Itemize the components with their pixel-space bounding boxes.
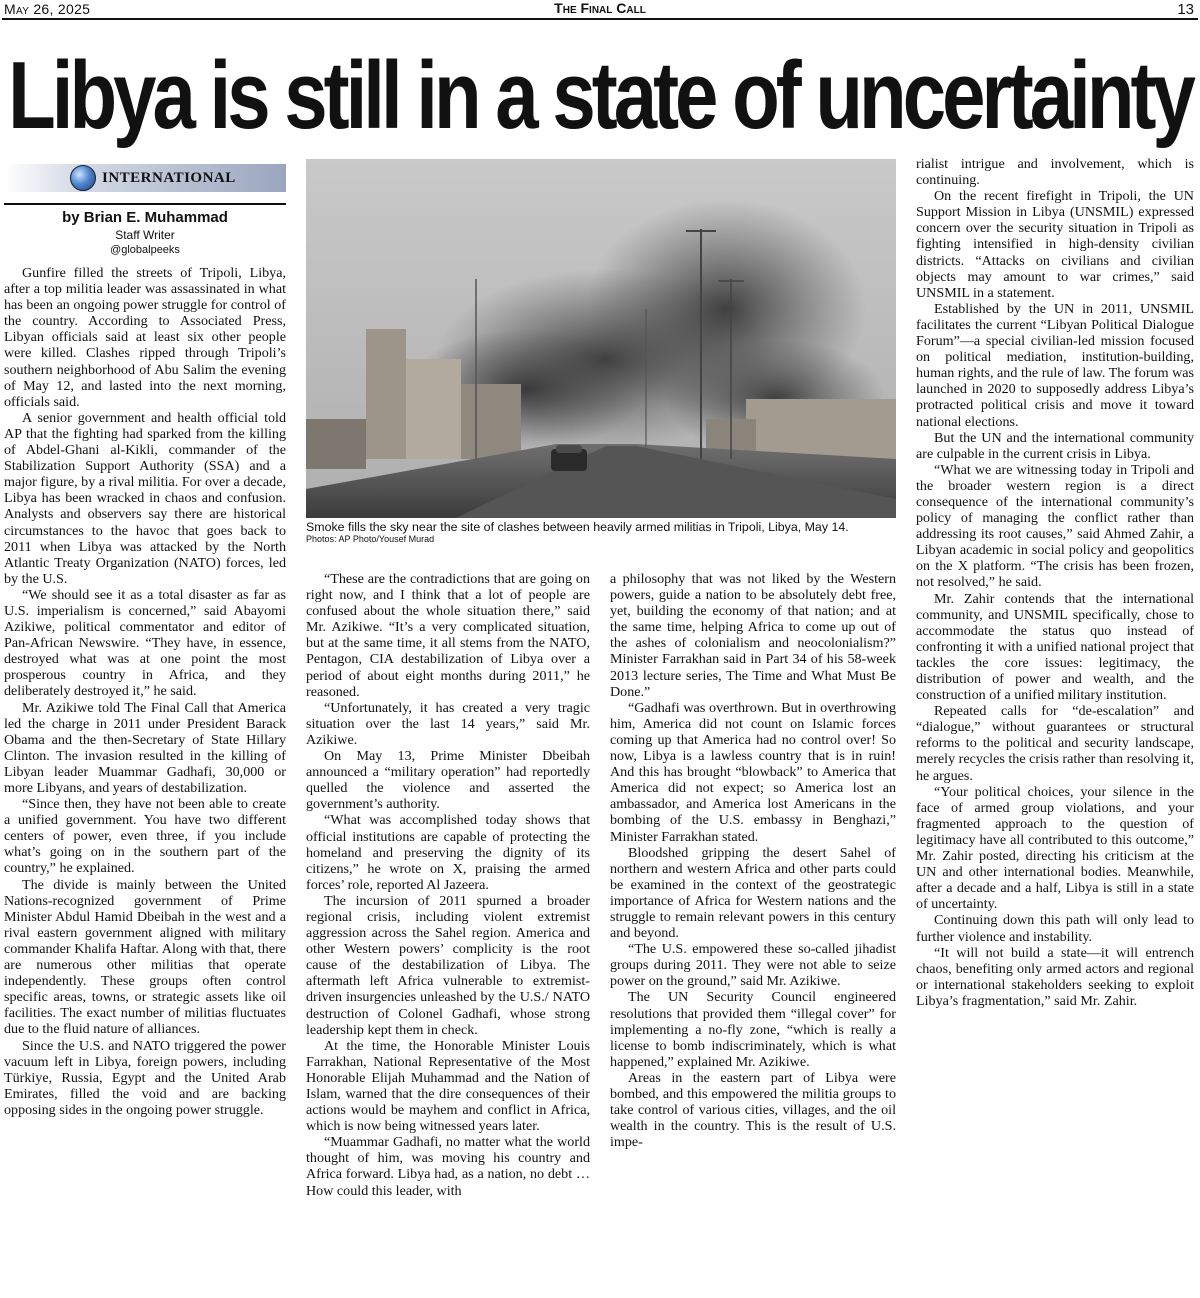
paragraph: The divide is mainly between the United Nations-recognized government of Prime Minister Abdul Hamid Dbeibah in the west and a rival eastern government aligned with military commander Khalifa Haftar. Along with that, there are numerous other militias that operate independently. These groups often control specific areas, towns, or strategic assets like oil facilities. The exact number of militias fluctuates due to the fluid nature of alliances. (4, 876, 286, 1038)
paragraph: On the recent firefight in Tripoli, the UN Support Mission in Libya (UNSMIL) expressed concern over the security situation in Tripoli as fighting intensified in high-density civilian districts. “Attacks on civilians and civilian objects may amount to war crimes,” said UNSMIL in a statement. (916, 188, 1194, 301)
author-role: Staff Writer (115, 228, 175, 242)
street-smoke-photo (306, 159, 896, 518)
paragraph: Mr. Zahir contends that the international community, and UNSMIL specifically, chose to accommodate the status quo instead of confronting it with a unified national project that tackles the core issues: legitimacy, the distribution of power and wealth, and the construction of a unified military institution. (916, 590, 1194, 704)
paragraph: Areas in the eastern part of Libya were bombed, and this empowered the militia groups to take control of various cities, villages, and the oil wealth in the country. This is the result of U.S. impe- (610, 1069, 896, 1151)
author-name: by Brian E. Muhammad (62, 209, 228, 226)
paragraph: “Muammar Gadhafi, no matter what the world thought of him, was moving his country and Africa forward. Libya had, as a nation, no debt … How could this leader, with (306, 1134, 590, 1199)
paragraph: “Your political choices, your silence in the face of armed group violations, and your fragmented approach to the question of legitimacy have all contributed to this outcome,” Mr. Zahir posted, directing his criticism at the UN and other international bodies. Meanwhile, after a decade and a half, Libya is still in a state of uncertainty. (916, 783, 1194, 913)
headline: Libya is still in a state of uncertainty (8, 41, 1192, 149)
paragraph: Bloodshed gripping the desert Sahel of northern and western Africa and other parts could be examined in the context of the geostrategic importance of Africa for Western nations and the struggle to remain relevant powers in this century and beyond. (610, 844, 896, 942)
paragraph: “Gadhafi was overthrown. But in overthrowing him, America did not count on Islamic forces coming up that America had no control over! So now, Libya is a lawless country that is in ruin! And this has brought “blowback” to America that America did not expect; so America lost an ambassador, and America lost Americans in the bombing of the U.S. embassy in Benghazi,” Minister Farrakhan stated. (610, 699, 896, 845)
paragraph: rialist intrigue and involvement, which is continuing. (916, 156, 1194, 189)
news-photo (306, 159, 896, 518)
photo-caption: Smoke fills the sky near the site of clashes between heavily armed militias in Tripoli, Libya, May 14. (306, 520, 849, 534)
paragraph: “What we are witnessing today in Tripoli and the broader western region is a direct consequence of the international community’s policy of managing the conflict rather than addressing its root causes,” said Ahmed Zahir, a Libyan academic in social policy and geopolitics on the X platform. “The crisis has been frozen, not resolved,” he said. (916, 461, 1194, 591)
paragraph: “Since then, they have not been able to create a unified government. You have two different centers of power, even three, if you include what’s going on in the southern part of the country,” he explained. (4, 796, 286, 877)
paragraph: “What was accomplished today shows that official institutions are capable of protecting the homeland and preserving the dignity of its citizens,” he wrote on X, praising the armed forces’ role, reported Al Jazeera. (306, 812, 590, 893)
paragraph: But the UN and the international community are culpable in the current crisis in Libya. (916, 429, 1194, 462)
newspaper-name: The Final Call (554, 0, 646, 16)
paragraph: Continuing down this path will only lead to further violence and instability. (916, 912, 1194, 945)
article-column-4 (916, 156, 1194, 1295)
page-header (0, 0, 1200, 18)
paragraph: Since the U.S. and NATO triggered the power vacuum left in Libya, foreign powers, including Türkiye, Russia, Egypt and the United Arab Emirates, filled the void and are backing opposing sides in the ongoing power struggle. (4, 1037, 286, 1118)
article-column-3 (610, 571, 896, 1295)
globe-icon (70, 165, 96, 191)
paragraph: Established by the UN in 2011, UNSMIL facilitates the current “Libyan Political Dialogue Forum”—a special civilian-led mission focused on political mediation, institution-building, human rights, and the rule of law. The forum was launched in 2020 to supposedly address Libya’s protracted political crisis and move it toward national elections. (916, 300, 1194, 430)
paragraph: Repeated calls for “de-escalation” and “dialogue,” without guarantees or structural reforms to the political and security landscape, merely recycles the crisis rather than resolving it, he argues. (916, 703, 1194, 784)
paragraph: a philosophy that was not liked by the Western powers, guide a nation to be absolutely debt free, yet, building the economy of that nation; and at the same time, helping Africa to come up out of the ashes of colonialism and neocolonialism?” Minister Farrakhan said in Part 34 of his 58-week 2013 lecture series, The Time and What Must Be Done.” (610, 571, 896, 700)
paragraph: “Unfortunately, it has created a very tragic situation over the last 14 years,” said Mr. Azikiwe. (306, 699, 590, 748)
paragraph: “These are the contradictions that are going on right now, and I think that a lot of people are confused about the whole situation there,” said Mr. Azikiwe. “It’s a very complicated situation, but at the same time, it all stems from the NATO, Pentagon, CIA destabilization of Libya over a period of about eight months during 2011,” he reasoned. (306, 571, 590, 700)
page-number: 13 (1177, 1, 1194, 18)
paragraph: Mr. Azikiwe told The Final Call that America led the charge in 2011 under President Barack Obama and the then-Secretary of State Hillary Clinton. The invasion resulted in the killing of Libyan leader Muammar Gadhafi, 30,000 or more Libyans, and years of destabilization. (4, 699, 286, 796)
byline (4, 208, 286, 258)
photo-credit: Photos: AP Photo/Yousef Murad (306, 534, 435, 544)
paragraph: “The U.S. empowered these so-called jihadist groups during 2011. They were not able to seize power on the ground,” said Mr. Azikiwe. (610, 941, 896, 990)
paragraph: “We should see it as a total disaster as far as U.S. imperialism is concerned,” said Abayomi Azikiwe, political commentator and editor of Pan-African Newswire. “They have, in essence, destroyed what was at one point the most prosperous country in Africa, and they deliberately destroyed it,” he said. (4, 586, 286, 700)
paragraph: The UN Security Council engineered resolutions that provided them “illegal cover” for implementing a no-fly zone, “which is really a license to bomb indiscriminately, which is what happened,” explained Mr. Azikiwe. (610, 989, 896, 1070)
header-rule (2, 18, 1198, 20)
paragraph: A senior government and health official told AP that the fighting had sparked from the killing of Abdel-Ghani al-Kikli, commander of the Stabilization Support Authority (SSA) and a major figure, by a rival militia. For over a decade, Libya has been wracked in chaos and confusion. Analysts and observers say there are historical circumstances to the havoc that goes back to 2011 when Libya was attacked by the North Atlantic Treaty Organization (NATO) forces, led by the U.S. (4, 409, 286, 587)
author-handle: @globalpeeks (110, 244, 180, 256)
paragraph: At the time, the Honorable Minister Louis Farrakhan, National Representative of the Most Honorable Elijah Muhammad and the Nation of Islam, warned that the dire consequences of their actions would be mayhem and conflict in Africa, which is now being witnessed years later. (306, 1037, 590, 1135)
paragraph: The incursion of 2011 spurned a broader regional crisis, including violent extremist aggression across the Sahel region. America and other Western powers’ complicity is the root cause of the destabilization of Libya. The aftermath left Africa vulnerable to extremist-driven insurgencies unleashed by the U.S./ NATO destruction of Colonel Gadhafi, whose strong leadership kept them in check. (306, 892, 590, 1038)
section-label: INTERNATIONAL (102, 170, 236, 186)
article-column-1 (4, 265, 286, 1295)
byline-rule (4, 203, 286, 205)
article-column-2 (306, 571, 590, 1295)
paragraph: Gunfire filled the streets of Tripoli, Libya, after a top militia leader was assassinated in what has been an ongoing power struggle for control of the country. According to Associated Press, Libyan officials said at least six other people were killed. Clashes ripped through Tripoli’s southern neighborhood of Abu Salim the evening of May 12, and lasted into the next morning, officials said. (4, 265, 286, 410)
issue-date: May 26, 2025 (4, 1, 91, 17)
section-banner (4, 164, 286, 192)
paragraph: “It will not build a state—it will entrench chaos, benefiting only armed actors and regional or international stakeholders seeking to exploit Libya’s fragmentation,” said Mr. Zahir. (916, 944, 1194, 1009)
paragraph: On May 13, Prime Minister Dbeibah announced a “military operation” had reportedly quelled the violence and asserted the government’s authority. (306, 748, 590, 813)
